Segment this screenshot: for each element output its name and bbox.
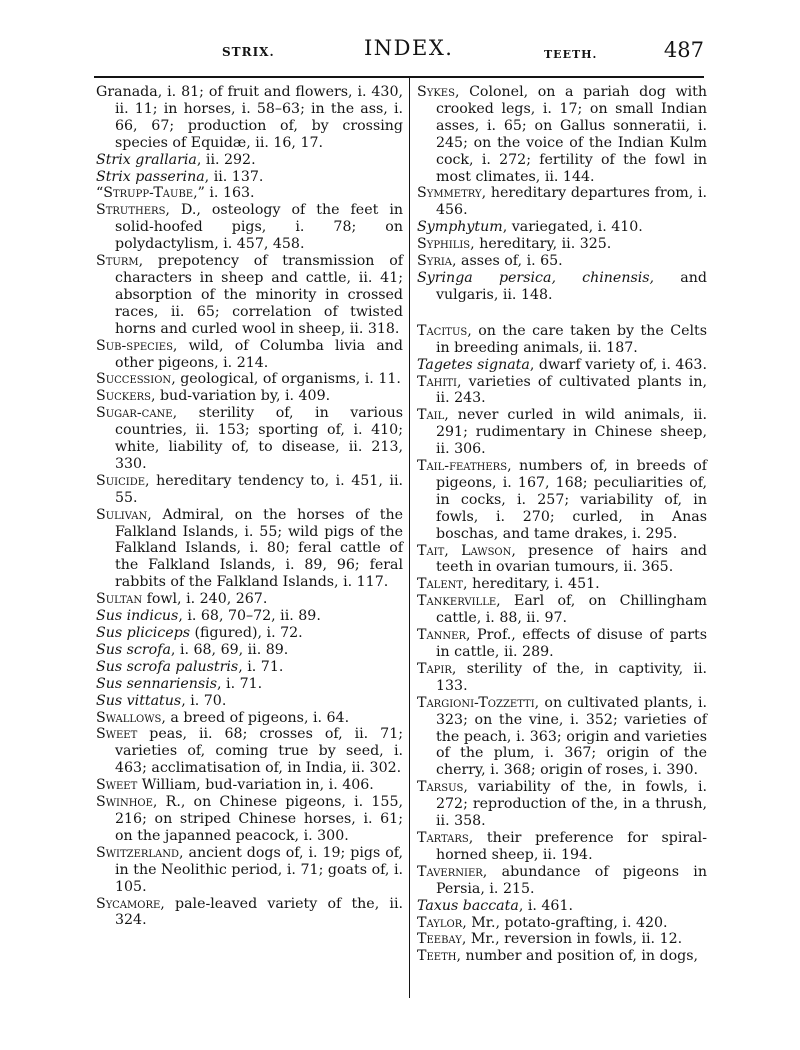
index-entry: Strix grallaria, ii. 292. (96, 151, 256, 168)
index-entry: Tanner, Prof., effects of disuse of parts in cattle, ii. 289. (417, 627, 707, 660)
index-entry: Sturm, prepotency of transmission of characters in sheep and cattle, ii. 41; absorption of the minority in crossed races, ii. 65; correlation of twisted horns and curled wool in sheep, ii. 318. (96, 253, 403, 337)
index-entry: Tahiti, varieties of cultivated plants in, ii. 243. (417, 373, 707, 407)
running-head-left: STRIX. (222, 45, 275, 59)
index-entry: Tavernier, abundance of pigeons in Persia, i. 215. (417, 863, 707, 897)
index-entry: Tagetes signata, dwarf variety of, i. 463. (417, 356, 707, 373)
index-entry: Granada, i. 81; of fruit and flowers, i. 430, ii. 11; in horses, i. 58–63; in the ass, i. 66, 67; production of, by crossing species of Equidæ, ii. 16, 17. (96, 84, 403, 151)
header-rule (94, 76, 704, 78)
index-entry: Sultan fowl, i. 240, 267. (96, 591, 268, 608)
index-entry: Sus scrofa palustris, i. 71. (96, 658, 284, 675)
index-entry: Tartars, their preference for spiral-horned sheep, ii. 194. (417, 829, 707, 863)
index-entry: Teebay, Mr., reversion in fowls, ii. 12. (417, 931, 683, 948)
index-entry: Sus scrofa, i. 68, 69, ii. 89. (96, 641, 289, 658)
index-entry: Sykes, Colonel, on a pariah dog with crooked legs, i. 17; on small Indian asses, i. 65; on Gallus sonneratii, i. 245; on the voice of the Indian Kulm cock, i. 272; fertility of the fowl in most climates, ii. 144. (417, 84, 707, 185)
index-entry: Taylor, Mr., potato-grafting, i. 420. (417, 914, 668, 931)
index-entry: Sweet peas, ii. 68; crosses of, ii. 71; varieties of, coming true by seed, i. 463; acclimatisation of, in India, ii. 302. (96, 726, 403, 777)
index-entry: Syria, asses of, i. 65. (417, 253, 563, 270)
index-entry: Sus vittatus, i. 70. (96, 692, 227, 709)
index-entry: Tail, never curled in wild animals, ii. 291; rudimentary in Chinese sheep, ii. 306. (417, 407, 707, 458)
index-entry: Suckers, bud-variation by, i. 409. (96, 388, 331, 405)
running-head-right: TEETH. (544, 48, 598, 61)
index-entry: Swallows, a breed of pigeons, i. 64. (96, 709, 350, 726)
index-entry: Sub-species, wild, of Columba livia and other pigeons, i. 214. (96, 337, 403, 371)
index-entry: Sugar-cane, sterility of, in various countries, ii. 153; sporting of, i. 410; white, liability of, to disease, ii. 213, 330. (96, 405, 403, 472)
index-entry: Sus indicus, i. 68, 70–72, ii. 89. (96, 608, 321, 625)
index-entry: Targioni-Tozzetti, on cultivated plants, i. 323; on the vine, i. 352; varieties of the peach, i. 363; origin and varieties of the plum, i. 367; origin of the cherry, i. 368; origin of roses, i. 390. (417, 694, 707, 779)
index-column-left (96, 84, 403, 929)
index-entry: Struthers, D., osteology of the feet in solid-hoofed pigs, i. 78; on polydactylism, i. 457, 458. (96, 202, 403, 253)
index-entry: Sweet William, bud-variation in, i. 406. (96, 777, 374, 794)
index-entry: Strix passerina, ii. 137. (96, 168, 264, 185)
index-entry: Taxus baccata, i. 461. (417, 897, 573, 914)
page-number: 487 (663, 38, 704, 62)
index-column-right (417, 84, 707, 965)
running-header (94, 36, 704, 72)
index-entry: Symphytum, variegated, i. 410. (417, 219, 643, 236)
index-entry: Symmetry, hereditary departures from, i. 456. (417, 185, 707, 219)
index-entry: Tapir, sterility of the, in captivity, ii. 133. (417, 660, 707, 694)
column-divider (409, 78, 410, 998)
index-entry: Suicide, hereditary tendency to, i. 451, ii. 55. (96, 472, 403, 506)
index-entry: Tait, Lawson, presence of hairs and teeth in ovarian tumours, ii. 365. (417, 542, 707, 576)
index-entry: Tarsus, variability of the, in fowls, i. 272; reproduction of the, in a thrush, ii. 358. (417, 779, 707, 830)
index-entry: Swinhoe, R., on Chinese pigeons, i. 155, 216; on striped Chinese horses, i. 61; on the japanned peacock, i. 300. (96, 794, 403, 844)
index-entry: Sus sennariensis, i. 71. (96, 675, 263, 692)
page-title: INDEX. (364, 36, 454, 60)
index-entry: Sulivan, Admiral, on the horses of the Falkland Islands, i. 55; wild pigs of the Falkland Islands, i. 80; feral cattle of the Falkland Islands, i. 89, 96; feral rabbits of the Falkland Islands, i. 117. (96, 506, 403, 591)
index-entry: Tankerville, Earl of, on Chillingham cattle, i. 88, ii. 97. (417, 593, 707, 627)
index-entry: Sus pliciceps (figured), i. 72. (96, 625, 303, 641)
index-entry: Syphilis, hereditary, ii. 325. (417, 236, 612, 253)
index-entry: Sycamore, pale-leaved variety of the, ii. 324. (96, 895, 403, 929)
index-entry: Teeth, number and position of, in dogs, (417, 948, 699, 965)
index-entry: Tail-feathers, numbers of, in breeds of pigeons, i. 167, 168; peculiarities of, in cocks, i. 257; variability of, in fowls, i. 270; curled, in Anas boschas, and tame drakes, i. 295. (417, 458, 707, 542)
index-entry: Tacitus, on the care taken by the Celts in breeding animals, ii. 187. (417, 322, 707, 356)
index-entry: Talent, hereditary, i. 451. (417, 576, 600, 593)
index-entry: “Strupp-Taube,” i. 163. (96, 185, 255, 202)
index-entry: Syringa persica, chinensis, and vulgaris, ii. 148. (417, 269, 707, 303)
index-entry: Succession, geological, of organisms, i. 11. (96, 371, 401, 388)
index-entry: Switzerland, ancient dogs of, i. 19; pigs of, in the Neolithic period, i. 71; goats of, i. 105. (96, 844, 403, 895)
